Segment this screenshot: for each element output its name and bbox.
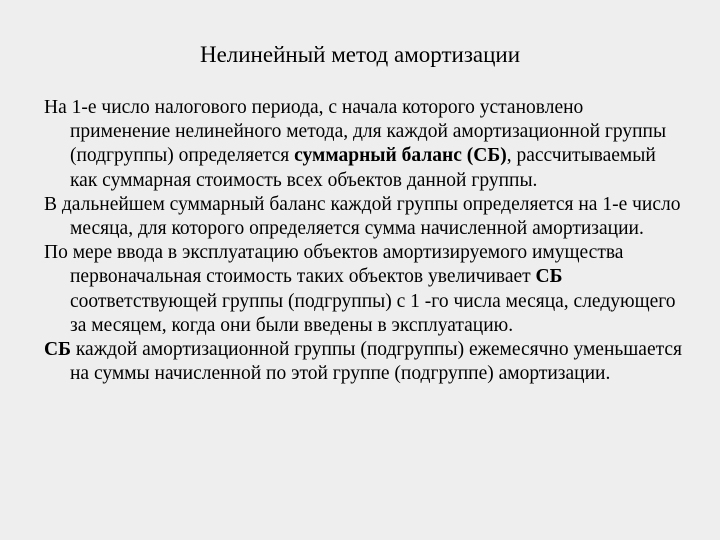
paragraph-2-text: В дальнейшем суммарный баланс каждой группы определяется на 1-е число месяца, для которого определяется сумма начисленной амортизации. [44, 193, 681, 240]
paragraph-1-text: На 1-е число налогового периода, с начала которого установлено применение нелинейного метода, для каждой амортизационной группы (подгруппы) определяется [44, 97, 667, 167]
paragraph-4-text: каждой амортизационной группы (подгруппы) ежемесячно уменьшается на суммы начисленной по этой группе (подгруппе) амортизации. [70, 339, 682, 385]
slide-title: Нелинейный метод амортизации [199, 42, 521, 67]
paragraph-3-text-end: соответствующей группы (подгруппы) с 1 -го числа месяца, следующего за месяцем, когда они были введены в эксплуатацию. [70, 290, 676, 336]
paragraph-3 [44, 241, 684, 338]
paragraph-3-text: По мере ввода в эксплуатацию объектов амортизируемого имущества первоначальная стоимость таких объектов увеличивает [44, 242, 624, 288]
paragraph-1-bold: суммарный баланс (СБ) [294, 145, 507, 167]
paragraph-4-bold: СБ [44, 339, 71, 361]
paragraph-2 [44, 193, 684, 241]
paragraph-3-bold: СБ [535, 266, 563, 288]
paragraph-1 [44, 96, 684, 193]
paragraph-4 [44, 338, 684, 386]
paragraph-1-text-end: , рассчитываемый как суммарная стоимость всех объектов данной группы. [70, 145, 656, 191]
slide-body [44, 96, 684, 386]
